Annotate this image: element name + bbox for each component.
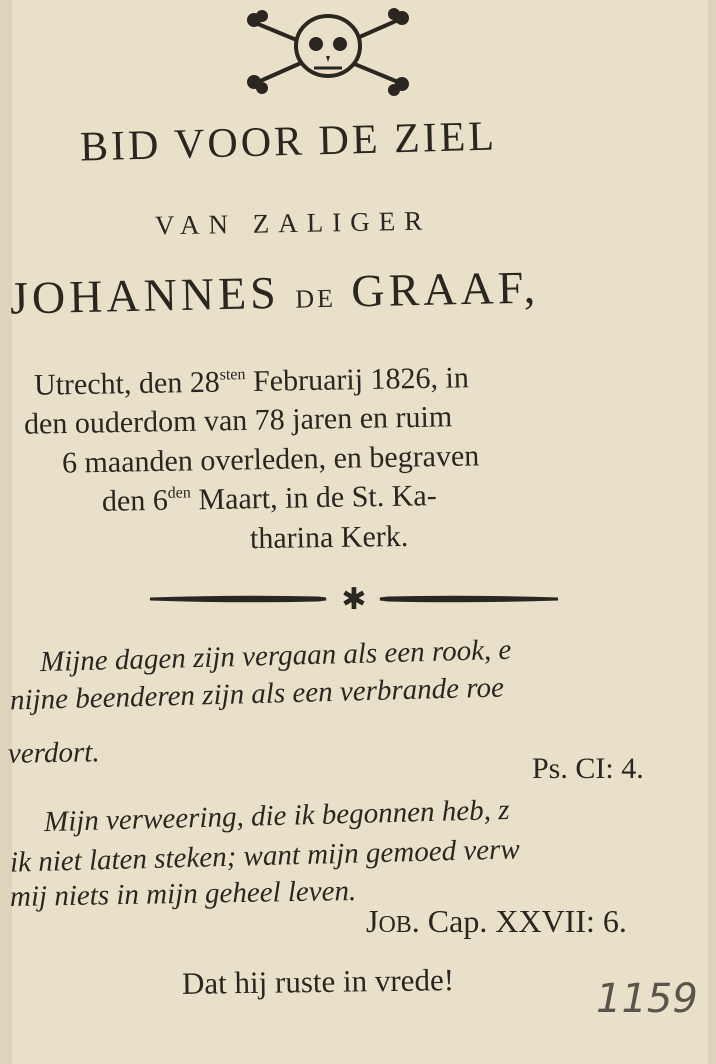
verse2-line3: mij niets in mijn geheel leven.: [9, 874, 357, 914]
body-line-1-sup: sten: [219, 366, 246, 384]
body-line-1-post: Februarij 1826, in: [245, 361, 470, 399]
body-line-1-pre: Utrecht, den 28: [33, 365, 221, 402]
verse1-reference: Ps. CI: 4.: [532, 752, 644, 785]
ornamental-divider: [148, 582, 560, 617]
paper-edge-right: [708, 0, 716, 1064]
verse2-line1: Mijn verweering, die ik begonnen heb, z: [43, 793, 510, 839]
verse1-line3: verdort.: [7, 736, 100, 770]
body-line-2: den ouderdom van 78 jaren en ruim: [23, 400, 453, 441]
body-line-4-post: Maart, in de St. Ka-: [190, 479, 437, 517]
verse1-line1: Mijne dagen zijn vergaan als een rook, e: [39, 633, 512, 679]
closing-prayer: Dat hij ruste in vrede!: [181, 962, 455, 1001]
verse2-reference-rest: . Cap. XXVII: 6.: [411, 903, 627, 939]
verse2-reference-j: J: [366, 903, 379, 939]
body-line-4-sup: den: [167, 484, 191, 502]
body-line-4-pre: den 6: [101, 483, 169, 518]
body-line-1: [34, 361, 469, 403]
name-particle: DE: [295, 283, 337, 314]
body-line-5: tharina Kerk.: [249, 519, 409, 556]
name-first: JOHANNES: [9, 266, 281, 324]
card-title-line1: BID VOOR DE ZIEL: [79, 113, 498, 171]
handwritten-inventory-number: [592, 968, 698, 1038]
card-title-line2: VAN ZALIGER: [154, 205, 432, 241]
body-line-3: 6 maanden overleden, en begraven: [61, 439, 480, 480]
verse1-line2: nijne beenderen zijn als een verbrande roe: [9, 671, 505, 717]
deceased-name: [10, 260, 540, 324]
verse2-line2: ik niet laten steken; want mijn gemoed verw: [9, 833, 521, 879]
divider-star: ✱: [341, 582, 367, 617]
handwritten-number-text: 1159: [596, 976, 698, 1022]
body-line-4: [102, 479, 437, 519]
name-last: GRAAF,: [350, 261, 540, 317]
skull-and-crossbones-icon: [240, 6, 416, 96]
verse2-reference-ob: OB: [378, 912, 412, 938]
verse2-reference: [366, 903, 627, 940]
